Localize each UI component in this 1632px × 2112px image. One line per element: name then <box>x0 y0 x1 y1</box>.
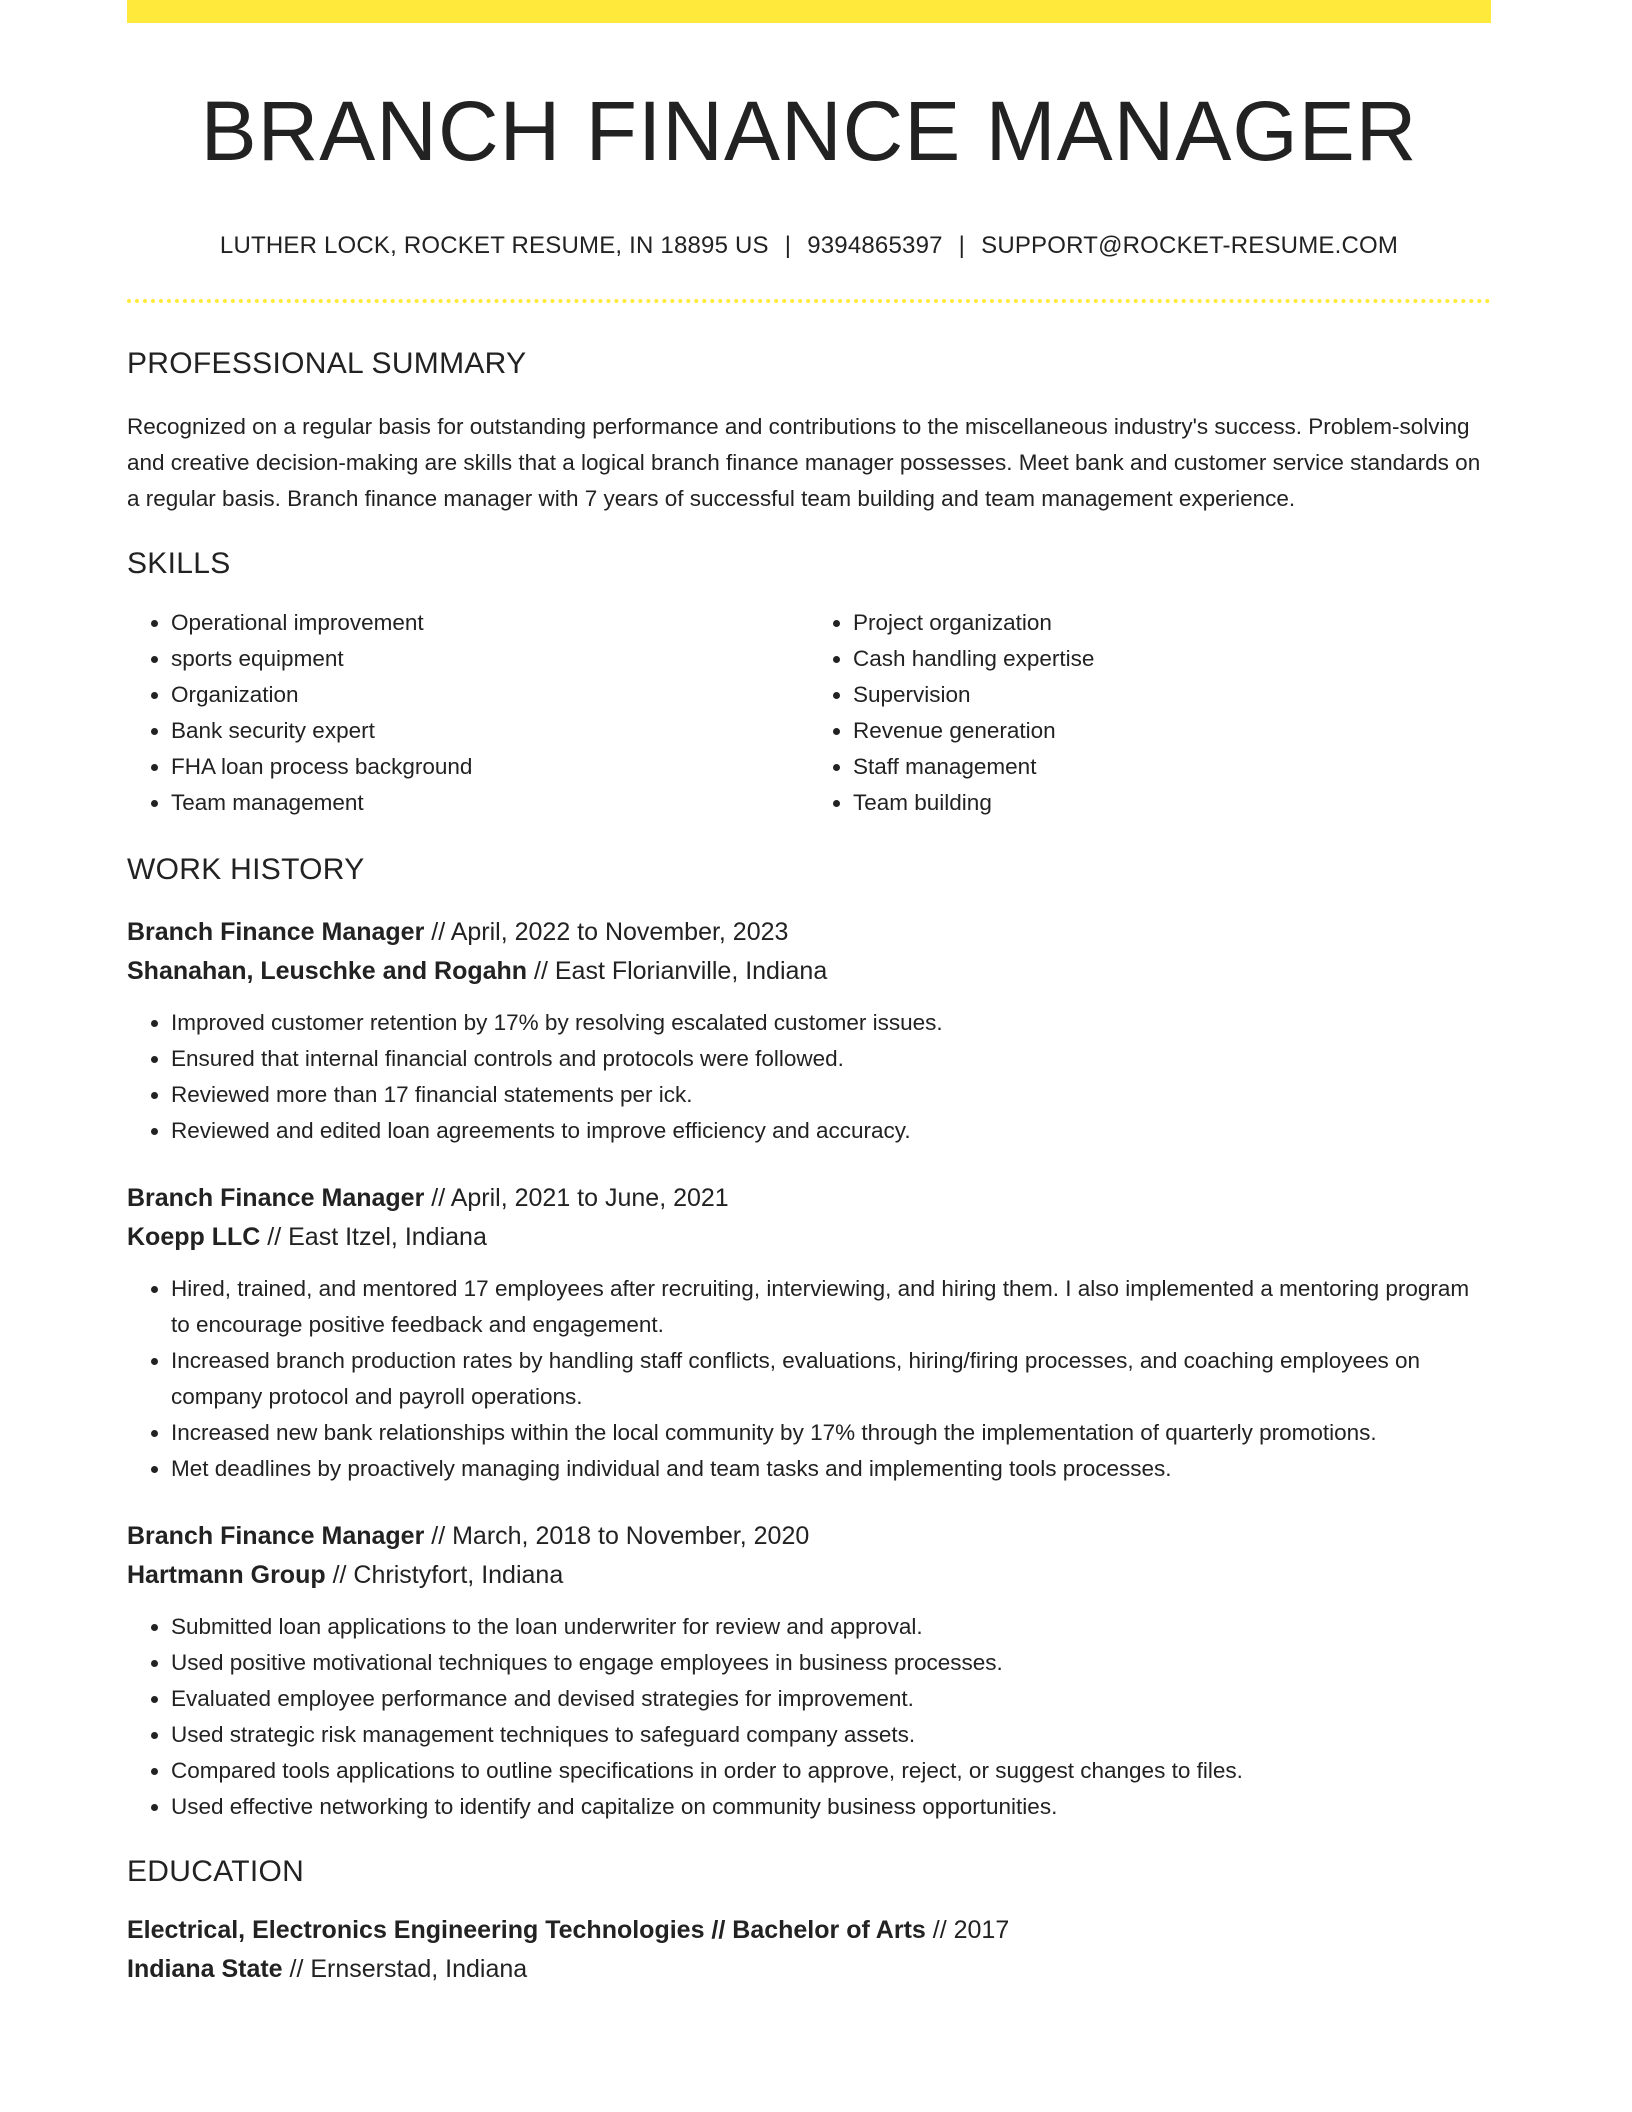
education-school: Indiana State <box>127 1954 283 1983</box>
job-entry <box>127 913 1491 1149</box>
job-company-line <box>127 952 1491 991</box>
skill-item: • Organization <box>171 677 809 713</box>
skill-item: • Staff management <box>853 749 1491 785</box>
job-bullet: • Hired, trained, and mentored 17 employees after recruiting, interviewing, and hiring them. I also implemented a mentoring program to encourage positive feedback and engagement. <box>171 1271 1491 1343</box>
education-heading: EDUCATION <box>127 1854 305 1888</box>
job-role: Branch Finance Manager <box>127 1521 425 1550</box>
job-dates: // April, 2021 to June, 2021 <box>424 1183 729 1212</box>
education-location: // Ernserstad, Indiana <box>282 1954 528 1983</box>
skill-item: • Revenue generation <box>853 713 1491 749</box>
dotted-divider <box>127 299 1491 303</box>
education-degree: Electrical, Electronics Engineering Technologies // Bachelor of Arts <box>127 1915 926 1944</box>
skill-item: • sports equipment <box>171 641 809 677</box>
education-school-line <box>127 1950 1491 1989</box>
skill-item: • Bank security expert <box>171 713 809 749</box>
job-role-line <box>127 913 1491 952</box>
contact-email: SUPPORT@ROCKET-RESUME.COM <box>981 231 1399 259</box>
job-dates: // March, 2018 to November, 2020 <box>424 1521 810 1550</box>
job-location: // Christyfort, Indiana <box>325 1560 564 1589</box>
contact-separator: | <box>958 231 966 259</box>
job-company: Hartmann Group <box>127 1560 326 1589</box>
skills-heading: SKILLS <box>127 546 231 580</box>
skill-item: • Supervision <box>853 677 1491 713</box>
education-degree-line <box>127 1911 1491 1950</box>
resume-title: BRANCH FINANCE MANAGER <box>200 84 1418 178</box>
job-company-line <box>127 1218 1491 1257</box>
skill-item: • FHA loan process background <box>171 749 809 785</box>
job-entry <box>127 1517 1491 1825</box>
job-bullet: • Submitted loan applications to the loan underwriter for review and approval. <box>171 1609 1491 1645</box>
job-bullet: • Increased branch production rates by handling staff conflicts, evaluations, hiring/firing processes, and coaching employees on company protocol and payroll operations. <box>171 1343 1491 1415</box>
job-bullet: • Used strategic risk management techniques to safeguard company assets. <box>171 1717 1491 1753</box>
job-bullet: • Improved customer retention by 17% by resolving escalated customer issues. <box>171 1005 1491 1041</box>
job-role-line <box>127 1517 1491 1556</box>
job-bullets <box>127 1271 1491 1487</box>
contact-line <box>127 232 1491 260</box>
job-company-line <box>127 1556 1491 1595</box>
job-role-line <box>127 1179 1491 1218</box>
job-role: Branch Finance Manager <box>127 1183 425 1212</box>
education-year: // 2017 <box>925 1915 1010 1944</box>
summary-text: Recognized on a regular basis for outstanding performance and contributions to the miscellaneous industry's success. Problem-solving and creative decision-making are skills that a logical branch finance manager possesses. Meet bank and customer service standards on a regular basis. Branch finance manager with 7 years of successful team building and team management experience. <box>127 413 1481 511</box>
skill-item: • Team management <box>171 785 809 821</box>
job-dates: // April, 2022 to November, 2023 <box>424 917 789 946</box>
skills-column-right <box>809 605 1491 821</box>
job-bullet: • Ensured that internal financial controls and protocols were followed. <box>171 1041 1491 1077</box>
job-bullet: • Compared tools applications to outline specifications in order to approve, reject, or suggest changes to files. <box>171 1753 1491 1789</box>
work-history-heading: WORK HISTORY <box>127 852 365 886</box>
summary-heading: PROFESSIONAL SUMMARY <box>127 346 527 380</box>
resume-page <box>127 0 1491 1989</box>
job-role: Branch Finance Manager <box>127 917 425 946</box>
skills-list <box>127 605 1491 821</box>
skill-item: • Operational improvement <box>171 605 809 641</box>
job-entry <box>127 1179 1491 1487</box>
job-bullet: • Used effective networking to identify and capitalize on community business opportunities. <box>171 1789 1491 1825</box>
job-bullets <box>127 1609 1491 1825</box>
job-bullet: • Increased new bank relationships within the local community by 17% through the implementation of quarterly promotions. <box>171 1415 1491 1451</box>
job-company: Koepp LLC <box>127 1222 261 1251</box>
contact-separator: | <box>784 231 792 259</box>
skill-item: • Project organization <box>853 605 1491 641</box>
job-bullet: • Reviewed and edited loan agreements to improve efficiency and accuracy. <box>171 1113 1491 1149</box>
contact-phone: 9394865397 <box>807 231 943 259</box>
job-bullet: • Evaluated employee performance and devised strategies for improvement. <box>171 1681 1491 1717</box>
job-company: Shanahan, Leuschke and Rogahn <box>127 956 528 985</box>
contact-address: LUTHER LOCK, ROCKET RESUME, IN 18895 US <box>219 231 769 259</box>
skills-column-left <box>127 605 809 821</box>
job-location: // East Itzel, Indiana <box>260 1222 487 1251</box>
job-bullet: • Reviewed more than 17 financial statements per ick. <box>171 1077 1491 1113</box>
job-bullet: • Met deadlines by proactively managing individual and team tasks and implementing tools processes. <box>171 1451 1491 1487</box>
job-bullet: • Used positive motivational techniques to engage employees in business processes. <box>171 1645 1491 1681</box>
job-location: // East Florianville, Indiana <box>527 956 828 985</box>
skill-item: • Team building <box>853 785 1491 821</box>
skill-item: • Cash handling expertise <box>853 641 1491 677</box>
job-bullets <box>127 1005 1491 1149</box>
education-entry <box>127 1911 1491 1989</box>
accent-top-bar <box>127 0 1491 23</box>
